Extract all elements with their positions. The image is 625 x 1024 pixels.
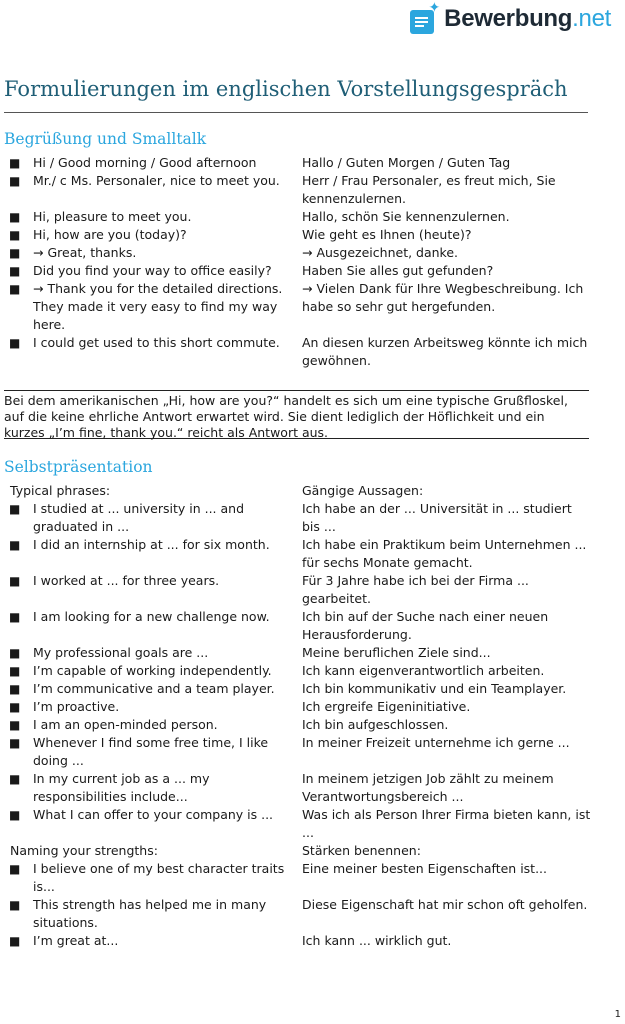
phrase-row [0,536,600,572]
english-phrase: I’m proactive. [33,699,120,714]
english-phrase: I’m great at... [33,933,119,948]
german-phrase: → Vielen Dank für Ihre Wegbeschreibung. Ich habe so sehr gut hergefunden. [302,281,584,314]
phrase-row [0,734,600,770]
bullet-icon: ■ [9,538,21,552]
english-phrase: In my current job as a ... my responsibilities include... [33,771,210,804]
english-phrase: Did you find your way to office easily? [33,263,272,278]
phrase-row [0,644,600,662]
bullet-icon: ■ [9,156,21,170]
german-phrase: Ich bin kommunikativ und ein Teamplayer. [302,681,567,696]
phrase-row [0,244,600,262]
bullet-icon: ■ [9,228,21,242]
english-phrase: What I can offer to your company is ... [33,807,274,822]
german-phrase: Wie geht es Ihnen (heute)? [302,227,472,242]
info-note-box [4,390,589,439]
english-phrase: I’m capable of working independently. [33,663,272,678]
subheading-german: Stärken benennen: [302,843,421,858]
phrase-row [0,806,600,842]
section-title-self-presentation: Selbstpräsentation [4,458,153,476]
subheading-row [0,482,600,500]
bullet-icon: ■ [9,264,21,278]
bullet-icon: ■ [9,610,21,624]
german-phrase: In meiner Freizeit unternehme ich gerne ... [302,735,570,750]
phrase-row [0,698,600,716]
bullet-icon: ■ [9,282,21,296]
phrase-row [0,716,600,734]
document-star-icon: ✦ [410,4,440,34]
german-phrase: Ich bin auf der Suche nach einer neuen Herausforderung. [302,609,549,642]
bullet-icon: ■ [9,736,21,750]
english-phrase: This strength has helped me in many situations. [33,897,267,930]
english-phrase: I am looking for a new challenge now. [33,609,270,624]
bullet-icon: ■ [9,174,21,188]
german-phrase: Herr / Frau Personaler, es freut mich, Sie kennenzulernen. [302,173,556,206]
bullet-icon: ■ [9,934,21,948]
bullet-icon: ■ [9,808,21,822]
german-phrase: Ich ergreife Eigeninitiative. [302,699,471,714]
phrase-row [0,770,600,806]
english-phrase: I worked at ... for three years. [33,573,220,588]
brand-logo [410,0,611,34]
bullet-icon: ■ [9,246,21,260]
bullet-icon: ■ [9,336,21,350]
bullet-icon: ■ [9,210,21,224]
bullet-icon: ■ [9,574,21,588]
english-phrase: Whenever I find some free time, I like doing ... [33,735,269,768]
bullet-icon: ■ [9,772,21,786]
german-phrase: Eine meiner besten Eigenschaften ist... [302,861,548,876]
phrase-row [0,334,600,370]
german-phrase: Diese Eigenschaft hat mir schon oft geholfen. [302,897,588,912]
german-phrase: Für 3 Jahre habe ich bei der Firma ... gearbeitet. [302,573,529,606]
phrase-row [0,896,600,932]
german-phrase: Meine beruflichen Ziele sind... [302,645,491,660]
german-phrase: An diesen kurzen Arbeitsweg könnte ich mich gewöhnen. [302,335,588,368]
english-phrase: I believe one of my best character traits is... [33,861,285,894]
bullet-icon: ■ [9,862,21,876]
info-note-text: Bei dem amerikanischen „Hi, how are you?“ handelt es sich um eine typische Grußfloskel, auf die keine ehrliche Antwort erwartet wird. Sie dient lediglich der Höflichkeit und ein kurzes „I’m fine, thank you.“ reicht als Antwort aus. [4,393,568,440]
bullet-icon: ■ [9,700,21,714]
german-phrase: Ich habe ein Praktikum beim Unternehmen ... für sechs Monate gemacht. [302,537,587,570]
english-phrase: → Thank you for the detailed directions. They made it very easy to find my way here. [33,281,283,332]
english-phrase: I studied at ... university in ... and graduated in ... [33,501,245,534]
phrase-row [0,860,600,896]
german-phrase: Ich kann eigenverantwortlich arbeiten. [302,663,545,678]
page-number: 1 [614,1009,621,1020]
german-phrase: Was ich als Person Ihrer Firma bieten kann, ist ... [302,807,591,840]
subheading-german: Gängige Aussagen: [302,483,424,498]
german-phrase: Hallo, schön Sie kennenzulernen. [302,209,510,224]
phrase-row [0,932,600,950]
english-phrase: Mr./ c Ms. Personaler, nice to meet you. [33,173,280,188]
phrase-row [0,608,600,644]
german-phrase: Haben Sie alles gut gefunden? [302,263,494,278]
english-phrase: My professional goals are ... [33,645,209,660]
subheading-english: Typical phrases: [10,483,111,498]
self-presentation-list [0,482,600,950]
english-phrase: I’m communicative and a team player. [33,681,275,696]
english-phrase: Hi / Good morning / Good afternoon [33,155,257,170]
page-title: Formulierungen im englischen Vorstellungsgespräch [4,77,568,101]
phrase-row [0,572,600,608]
logo-text: Bewerbung.net [444,5,611,32]
bullet-icon: ■ [9,898,21,912]
bullet-icon: ■ [9,682,21,696]
phrase-row [0,280,600,334]
phrase-row [0,172,600,208]
phrase-row [0,680,600,698]
english-phrase: I am an open-minded person. [33,717,218,732]
greeting-phrase-list [0,154,600,370]
german-phrase: Hallo / Guten Morgen / Guten Tag [302,155,511,170]
phrase-row [0,662,600,680]
phrase-row [0,500,600,536]
subheading-english: Naming your strengths: [10,843,158,858]
german-phrase: → Ausgezeichnet, danke. [302,245,459,260]
phrase-row [0,154,600,172]
subheading-row [0,842,600,860]
german-phrase: Ich bin aufgeschlossen. [302,717,449,732]
title-divider [4,112,588,113]
bullet-icon: ■ [9,718,21,732]
english-phrase: I did an internship at ... for six month. [33,537,270,552]
section-title-greeting: Begrüßung und Smalltalk [4,130,207,148]
german-phrase: Ich kann ... wirklich gut. [302,933,452,948]
german-phrase: In meinem jetzigen Job zählt zu meinem Verantwortungsbereich ... [302,771,554,804]
english-phrase: I could get used to this short commute. [33,335,280,350]
bullet-icon: ■ [9,664,21,678]
german-phrase: Ich habe an der ... Universität in ... studiert bis ... [302,501,572,534]
bullet-icon: ■ [9,502,21,516]
phrase-row [0,262,600,280]
english-phrase: Hi, how are you (today)? [33,227,187,242]
english-phrase: → Great, thanks. [33,245,137,260]
phrase-row [0,208,600,226]
phrase-row [0,226,600,244]
bullet-icon: ■ [9,646,21,660]
english-phrase: Hi, pleasure to meet you. [33,209,192,224]
